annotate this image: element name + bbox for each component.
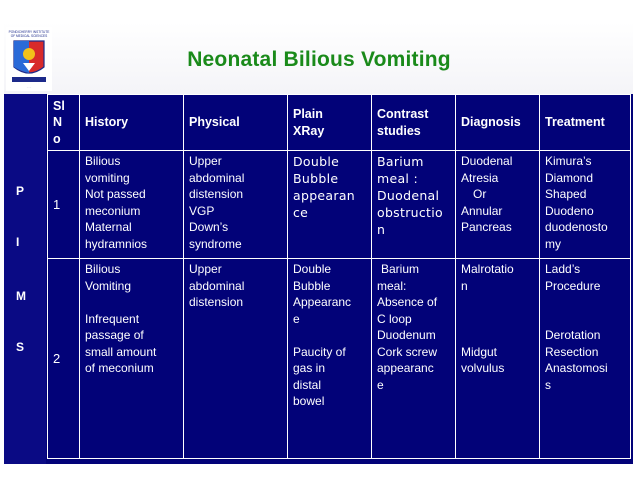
comparison-table [47,94,631,459]
header-plain-xray: Plain XRay [288,95,372,151]
slide-title: Neonatal Bilious Vomiting [187,48,451,71]
cell-contrast: Barium meal : Duodenal obstructio n [372,151,456,259]
cell-slno: 2 [48,259,80,459]
table-row [48,151,631,259]
logo-text-2: OF MEDICAL SCIENCES [10,34,48,38]
cell-plain-xray: Double Bubble Appearanc e Paucity of gas in distal bowel [288,259,372,459]
svg-text:· · ·: · · · [26,85,32,89]
side-letter-i: I [16,235,20,249]
cell-physical: Upper abdominal distension [184,259,288,459]
header-history: History [80,95,184,151]
header-slno: Sl N o [48,95,80,151]
cell-history: Bilious vomiting Not passed meconium Maternal hydramnios [80,151,184,259]
header-treatment: Treatment [540,95,631,151]
side-strip [4,94,46,464]
cell-slno: 1 [48,151,80,259]
cell-diagnosis: Duodenal Atresia Or Annular Pancreas [456,151,540,259]
table-row [48,259,631,459]
table-header-row [48,95,631,151]
cell-treatment: Ladd’s Procedure Derotation Resection Anastomosi s [540,259,631,459]
side-letter-m: M [16,289,26,303]
cell-diagnosis: Malrotatio n Midgut volvulus [456,259,540,459]
logo-text-1: PONDICHERRY INSTITUTE [8,30,50,34]
cell-treatment: Kimura’s Diamond Shaped Duodeno duodenosto my [540,151,631,259]
side-letter-s: S [16,340,25,354]
header-physical: Physical [184,95,288,151]
cell-plain-xray: Double Bubble appearan ce [288,151,372,259]
header-diagnosis: Diagnosis [456,95,540,151]
cell-contrast: Barium meal: Absence of C loop Duodenum Cork screw appearanc e [372,259,456,459]
cell-physical: Upper abdominal distension VGP Down’s syndrome [184,151,288,259]
header-contrast-studies: Contrast studies [372,95,456,151]
side-letter-p: P [16,184,25,198]
cell-history: Bilious Vomiting Infrequent passage of small amount of meconium [80,259,184,459]
